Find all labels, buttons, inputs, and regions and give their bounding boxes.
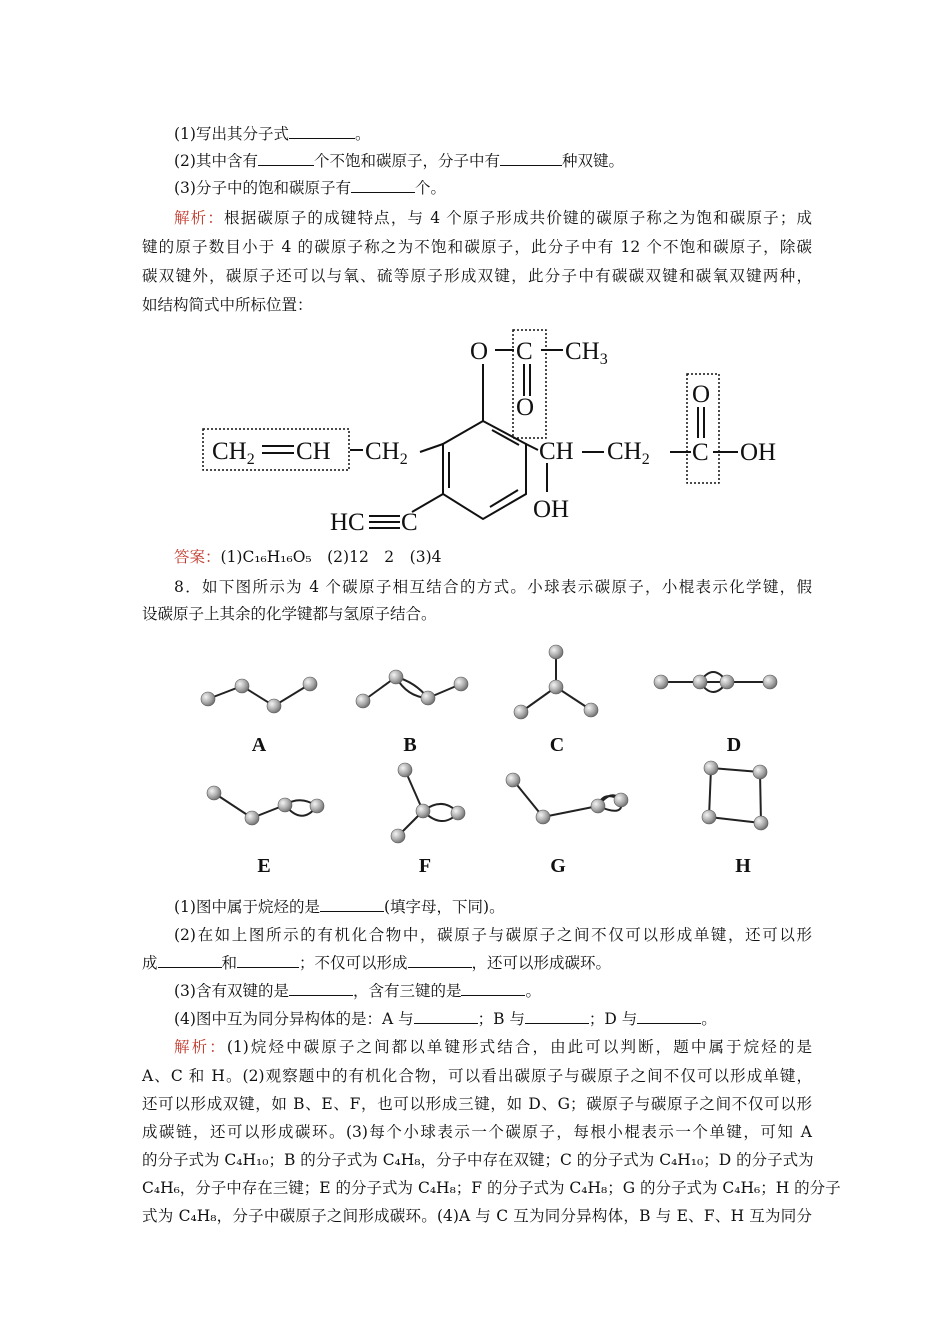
q8-analysis-line: 还可以形成双键，如 B、E、F，也可以形成三键，如 D、G；碳原子与碳原子之间不仅可以形	[142, 1095, 812, 1113]
model-label: H	[735, 855, 751, 877]
q7-answer: 答案：(1)C₁₆H₁₆O₅ (2)12 2 (3)4	[174, 548, 442, 566]
answer-blank[interactable]	[258, 151, 314, 166]
q8-analysis-line: 式为 C₄H₈，分子中碳原子之间形成碳环。(4)A 与 C 互为同分异构体，B 与 E、F、H 互为同分	[142, 1207, 812, 1225]
model-label: D	[726, 734, 742, 756]
model-label: B	[403, 734, 417, 756]
atom-label: HC	[330, 509, 365, 536]
atom-label: C	[516, 338, 533, 365]
answer-blank[interactable]	[408, 953, 472, 968]
q7-analysis-line: 键的原子数目小于 4 的碳原子称之为不饱和碳原子，此分子中有 12 个不饱和碳原子，除碳	[142, 238, 812, 256]
answer-blank[interactable]	[461, 981, 525, 996]
atom-label: $CH_2$	[365, 438, 408, 468]
q8-analysis-line: A、C 和 H。(2)观察题中的有机化合物，可以看出碳原子与碳原子之间不仅可以形成单键，	[142, 1067, 812, 1085]
answer-blank[interactable]	[320, 897, 384, 912]
q8-analysis-line: 解析：(1)烷烃中碳原子之间都以单键形式结合，由此可以判断，题中属于烷烃的是	[174, 1038, 812, 1056]
q7-part1: (1)写出其分子式 。	[174, 125, 371, 143]
carbon-models-figure	[0, 640, 950, 890]
q8-part2-cont: 成 和 ；不仅可以形成 ，还可以形成碳环。	[142, 954, 612, 972]
atom-label: CH	[296, 438, 331, 465]
q8-part1: (1)图中属于烷烃的是 (填字母，下同)。	[174, 898, 505, 916]
q7-part3: (3)分子中的饱和碳原子有 个。	[174, 179, 446, 197]
model-label: C	[549, 734, 565, 756]
atom-label: $CH_2$	[607, 438, 650, 468]
model-label: A	[251, 734, 267, 756]
q8-part4: (4)图中互为同分异构体的是：A 与 ；B 与 ；D 与 。	[174, 1010, 717, 1028]
atom-label: OH	[533, 496, 570, 523]
answer-blank[interactable]	[289, 124, 355, 139]
atom-label: O	[692, 381, 711, 408]
q8-analysis-line: 成碳链，还可以形成碳环。(3)每个小球表示一个碳原子，每根小棍表示一个单键，可知 A	[142, 1123, 812, 1141]
q8-part3: (3)含有双键的是 ，含有三键的是 。	[174, 982, 541, 1000]
q8-intro: 8．如下图所示为 4 个碳原子相互结合的方式。小球表示碳原子，小棍表示化学键，假	[174, 578, 812, 596]
atom-label: O	[516, 394, 535, 421]
answer-blank[interactable]	[158, 953, 222, 968]
q7-part2: (2)其中含有 个不饱和碳原子，分子中有 种双键。	[174, 152, 624, 170]
atom-label: O	[470, 338, 489, 365]
answer-blank[interactable]	[414, 1009, 478, 1024]
atom-label: C	[401, 509, 418, 536]
atom-label: $CH_2$	[212, 438, 255, 468]
q7-analysis-line: 碳双键外，碳原子还可以与氧、硫等原子形成双键，此分子中有碳碳双键和碳氧双键两种，	[142, 267, 812, 285]
answer-blank[interactable]	[637, 1009, 701, 1024]
model-label: E	[257, 855, 271, 877]
model-label: G	[550, 855, 566, 877]
q7-analysis-line: 如结构简式中所标位置：	[142, 296, 313, 314]
q8-part2: (2)在如上图所示的有机化合物中，碳原子与碳原子之间不仅可以形成单键，还可以形	[174, 926, 812, 944]
q8-analysis-line: C₄H₆，分子中存在三键；E 的分子式为 C₄H₈；F 的分子式为 C₄H₈；G 的分子式为 C₄H₆；H 的分子	[142, 1179, 841, 1197]
q8-intro: 设碳原子上其余的化学键都与氢原子结合。	[142, 605, 437, 623]
answer-blank[interactable]	[237, 953, 299, 968]
atom-label: CH	[539, 438, 574, 465]
q8-analysis-line: 的分子式为 C₄H₁₀；B 的分子式为 C₄H₈，分子中存在双键；C 的分子式为 C₄H₁₀；D 的分子式为	[142, 1151, 814, 1169]
atom-label: C	[692, 439, 709, 466]
answer-blank[interactable]	[525, 1009, 589, 1024]
answer-blank[interactable]	[351, 178, 415, 193]
q7-analysis-line: 解析：根据碳原子的成键特点，与 4 个原子形成共价键的碳原子称之为饱和碳原子；成	[174, 209, 812, 227]
model-label: F	[418, 855, 432, 877]
structural-formula	[0, 320, 950, 550]
answer-blank[interactable]	[289, 981, 353, 996]
atom-label: $CH_3$	[565, 338, 608, 368]
answer-blank[interactable]	[500, 151, 562, 166]
atom-label: OH	[740, 439, 777, 466]
